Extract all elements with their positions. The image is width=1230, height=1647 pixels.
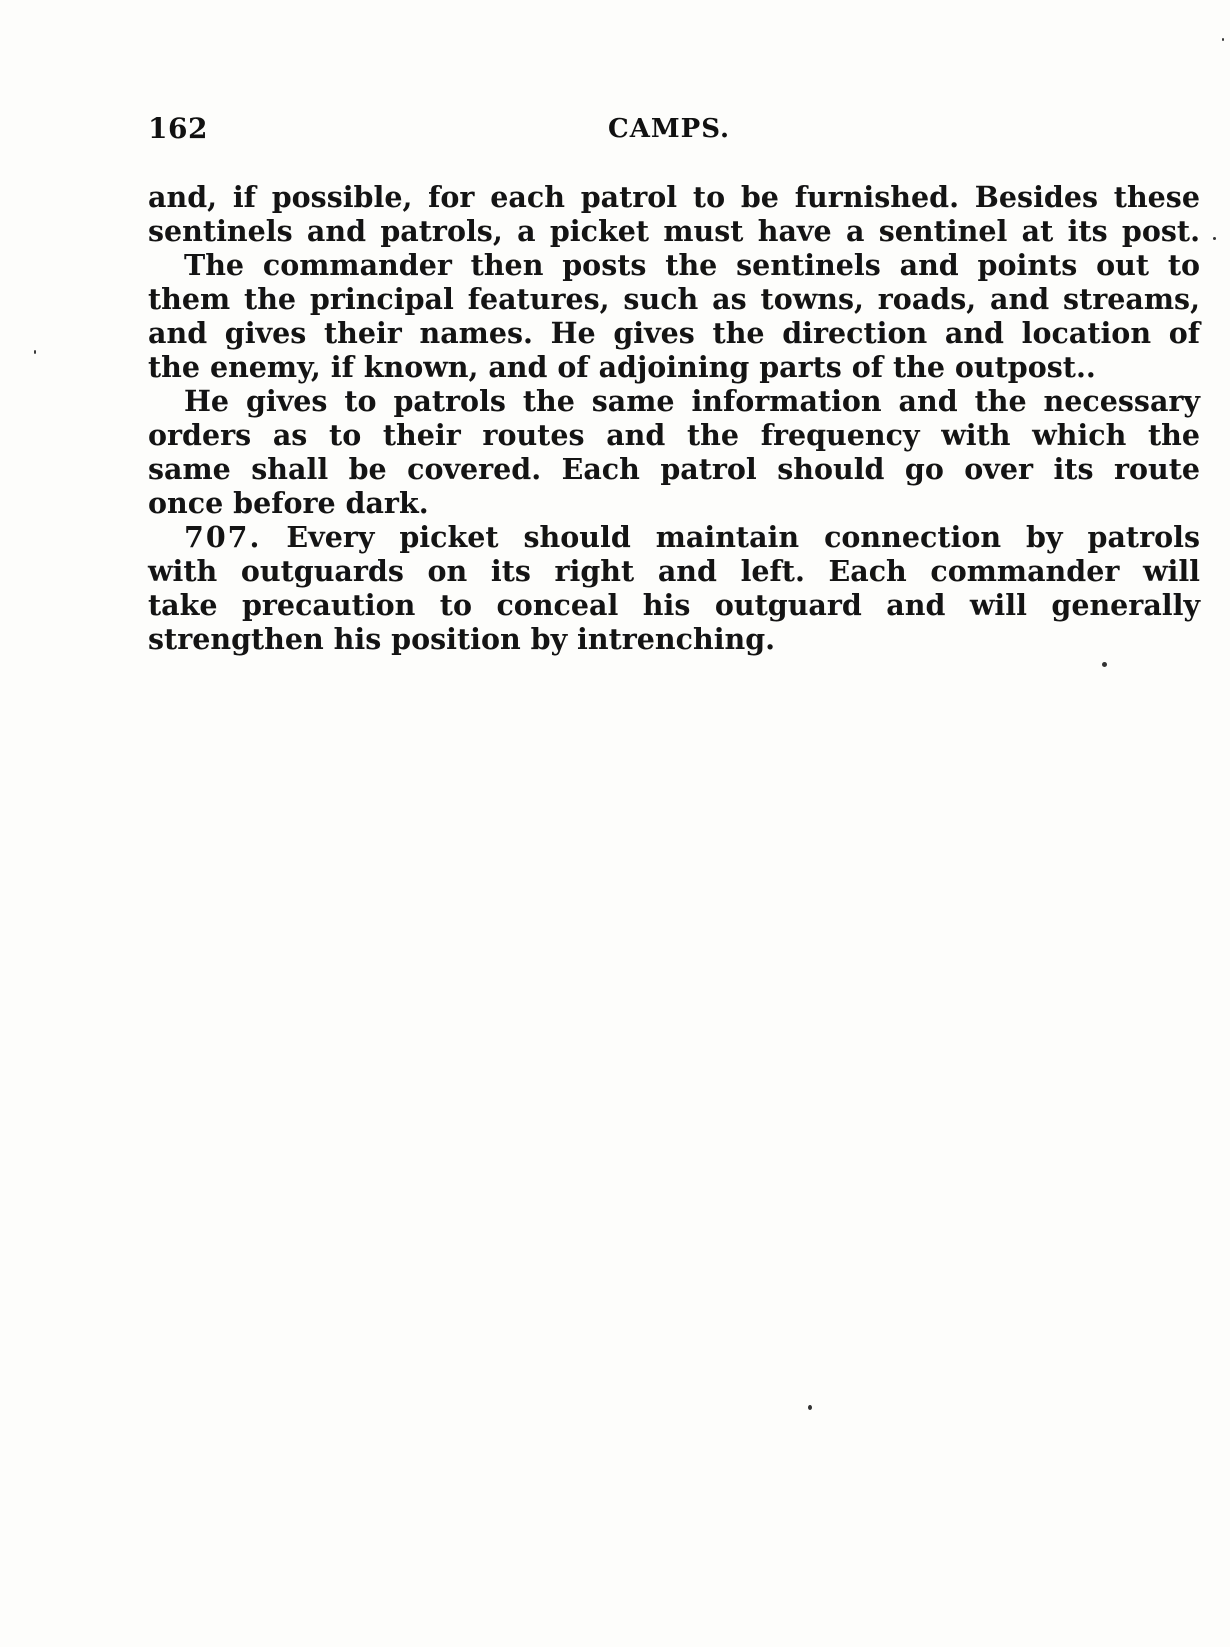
running-head: [148, 112, 1208, 152]
text-line: with outguards on its right and left. Each commander will: [148, 554, 1200, 588]
text-line: strengthen his position by intrenching.: [148, 622, 776, 656]
scan-speck: [1213, 237, 1216, 240]
scan-speck: [808, 1405, 812, 1410]
paragraph-number: 707.: [184, 520, 262, 554]
text-line: same shall be covered. Each patrol should go over its route: [148, 452, 1200, 486]
text-line: take precaution to conceal his outguard and will generally: [148, 588, 1200, 622]
text-line-rest: Every picket should maintain connection by patrols: [286, 520, 1200, 554]
scan-speck: [1222, 38, 1224, 41]
scan-speck: [1102, 662, 1107, 667]
text-line-numbered: [148, 520, 1200, 554]
text-line: and gives their names. He gives the direction and location of: [148, 316, 1200, 350]
text-line: sentinels and patrols, a picket must have a sentinel at its post.: [148, 214, 1200, 248]
paragraph-commander-posts: [148, 248, 1200, 384]
text-line: and, if possible, for each patrol to be furnished. Besides these: [148, 180, 1200, 214]
text-line: The commander then posts the sentinels and points out to: [184, 248, 1200, 282]
page-number: 162: [148, 112, 208, 145]
text-line: them the principal features, such as towns, roads, and streams,: [148, 282, 1200, 316]
text-line: the enemy, if known, and of adjoining parts of the outpost..: [148, 350, 1096, 384]
scan-speck: [34, 350, 36, 354]
paragraph-continuation: [148, 180, 1200, 248]
paragraph-707: [148, 520, 1200, 656]
running-title: CAMPS.: [608, 114, 731, 144]
text-line: He gives to patrols the same information and the necessary: [184, 384, 1200, 418]
body-text: [148, 180, 1200, 656]
paragraph-patrol-orders: [148, 384, 1200, 520]
text-line: once before dark.: [148, 486, 429, 520]
text-line: orders as to their routes and the frequency with which the: [148, 418, 1200, 452]
